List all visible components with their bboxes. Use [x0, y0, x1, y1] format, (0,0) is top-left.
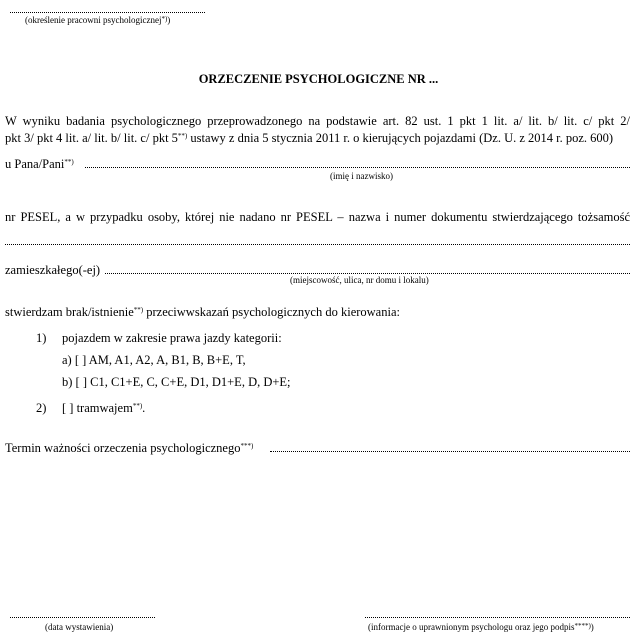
psychologist-signature-field[interactable]: [365, 617, 630, 618]
workshop-caption-mark: *): [161, 15, 168, 23]
page-title: ORZECZENIE PSYCHOLOGICZNE NR ...: [198, 72, 439, 86]
person-label: [5, 156, 74, 173]
validity-field[interactable]: [270, 451, 630, 452]
psychologist-caption-text: (informacje o uprawnionym psychologu oraz jego podpis: [368, 622, 575, 632]
intro-line-2: [5, 130, 613, 147]
person-name-field[interactable]: [85, 167, 630, 168]
validity-label: [5, 440, 253, 457]
workshop-caption: (określenie pracowni psychologicznej*)): [25, 15, 171, 25]
item-2-mark: **): [132, 402, 143, 410]
psychologist-caption-mark: ****): [574, 622, 591, 630]
person-label-mark: **): [64, 158, 74, 166]
address-label: zamieszkałego(-ej): [5, 263, 101, 277]
finding-text: [5, 304, 400, 321]
workshop-dotted-line[interactable]: [10, 12, 205, 13]
person-caption: (imię i nazwisko): [330, 171, 393, 181]
intro-line-2-mark: **): [177, 132, 188, 140]
pesel-label: nr PESEL, a w przypadku osoby, której nie nadano nr PESEL – nazwa i numer dokumentu stwierdzającego tożsamość: [5, 210, 630, 224]
validity-label-text: Termin ważności orzeczenia psychologicznego: [5, 441, 241, 455]
intro-line-2b: ustawy z dnia 5 stycznia 2011 r. o kierujących pojazdami (Dz. U. z 2014 r. poz. 600): [187, 131, 614, 145]
finding-text-a: stwierdzam brak/istnienie: [5, 305, 134, 319]
pesel-field[interactable]: [5, 244, 630, 245]
item-1b-option[interactable]: b) [ ] C1, C1+E, C, C+E, D1, D1+E, D, D+E;: [62, 375, 291, 389]
address-field[interactable]: [105, 273, 630, 274]
issue-date-field[interactable]: [10, 617, 155, 618]
intro-line-2a: pkt 3/ pkt 4 lit. a/ lit. b/ lit. c/ pkt 5: [5, 131, 178, 145]
issue-date-caption: (data wystawienia): [45, 622, 114, 632]
item-1-text: pojazdem w zakresie prawa jazdy kategorii:: [62, 331, 282, 345]
item-2-text: [ ] tramwajem: [62, 401, 133, 415]
item-2-number: 2): [36, 401, 47, 415]
psychologist-caption-end: ): [590, 622, 594, 632]
item-1a-option[interactable]: a) [ ] AM, A1, A2, A, B1, B, B+E, T,: [62, 353, 246, 367]
workshop-caption-text: (określenie pracowni psychologicznej: [25, 15, 162, 25]
item-2-end: .: [142, 401, 146, 415]
item-1-number: 1): [36, 331, 47, 345]
item-2-option[interactable]: [62, 400, 145, 417]
intro-line-1: W wyniku badania psychologicznego przeprowadzonego na podstawie art. 82 ust. 1 pkt 1 lit. a/ lit. b/ lit. c/ pkt 2/: [5, 114, 630, 128]
validity-mark: ***): [240, 442, 254, 450]
finding-mark: **): [133, 306, 144, 314]
person-label-text: u Pana/Pani: [5, 157, 65, 171]
address-caption: (miejscowość, ulica, nr domu i lokalu): [290, 275, 429, 285]
psychologist-caption: [368, 622, 594, 632]
finding-text-b: przeciwwskazań psychologicznych do kierowania:: [143, 305, 400, 319]
